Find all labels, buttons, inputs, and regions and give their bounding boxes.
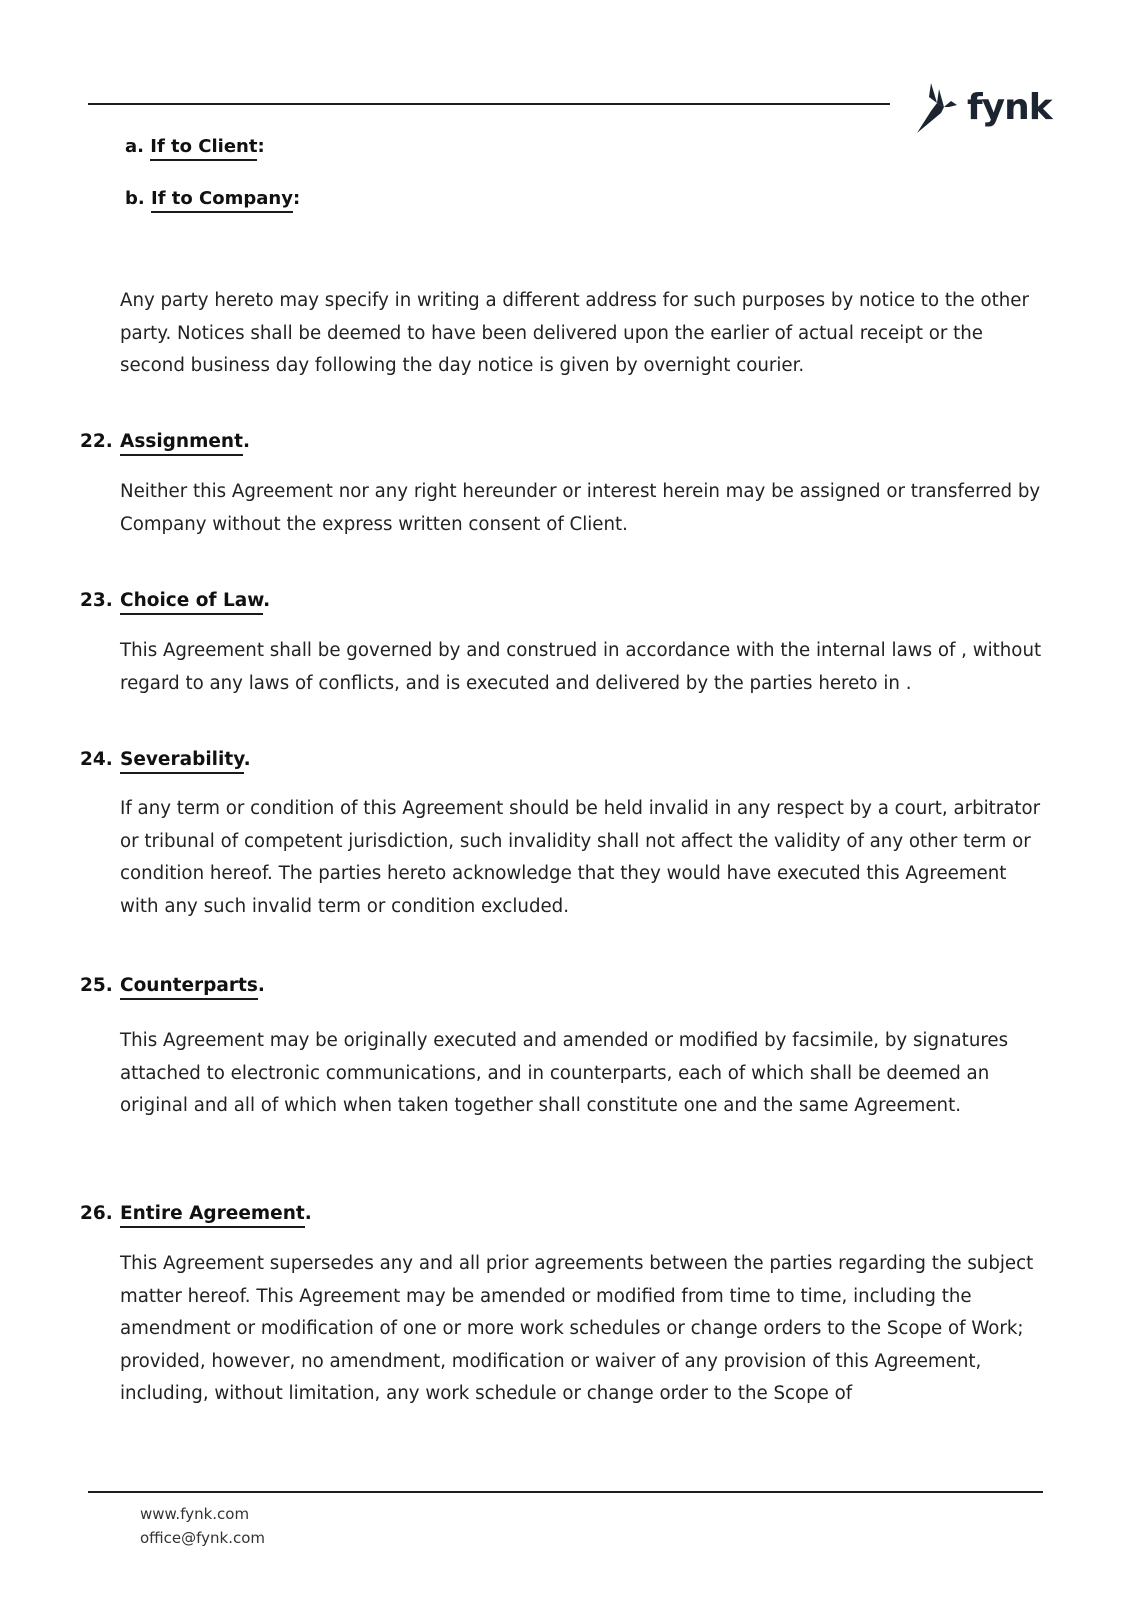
section-body-choice-of-law: This Agreement shall be governed by and construed in accordance with the internal laws of , without regard to any laws of conflicts, and is executed and delivered by the parties hereto in . [120, 640, 1042, 694]
section-heading-assignment: 22. Assignment. [80, 431, 250, 452]
notice-company-item: b. If to Company: [125, 188, 300, 209]
header-divider [88, 103, 890, 105]
section-heading-severability: 24. Severability. [80, 749, 251, 770]
section-body-severability: If any term or condition of this Agreement should be held invalid in any respect by a court, arbitrator or tribunal of competent jurisdiction, such invalidity shall not affect the validity of any other term or condition hereof. The parties hereto acknowledge that they would have executed this Agreement with any such invalid term or condition excluded. [120, 798, 1041, 917]
footer-email: office@fynk.com [140, 1529, 266, 1547]
section-heading-counterparts: 25. Counterparts. [80, 975, 265, 996]
section-body-assignment: Neither this Agreement nor any right hereunder or interest herein may be assigned or transferred by Company without the express written consent of Client. [120, 481, 1041, 535]
bird-logo-icon [917, 83, 959, 133]
footer-contact [140, 1502, 265, 1550]
footer-website: www.fynk.com [140, 1505, 250, 1523]
section-body-counterparts: This Agreement may be originally executed and amended or modified by facsimile, by signatures attached to electronic communications, and in counterparts, each of which shall be deemed an original and all of which when taken together shall constitute one and the same Agreement. [120, 1030, 1009, 1116]
section-heading-choice-of-law: 23. Choice of Law. [80, 590, 270, 611]
notice-client-item: a. If to Client: [125, 136, 265, 157]
notice-client-label: If to Client [150, 136, 257, 161]
notices-paragraph: Any party hereto may specify in writing a different address for such purposes by notice to the other party. Notices shall be deemed to have been delivered upon the earlier of actual receipt or the second business day following the day notice is given by overnight courier. [120, 290, 1029, 376]
notice-company-label: If to Company [151, 188, 293, 213]
section-heading-entire-agreement: 26. Entire Agreement. [80, 1203, 312, 1224]
footer-divider [88, 1491, 1043, 1493]
fynk-logo [917, 80, 1052, 136]
logo-wordmark: fynk [967, 87, 1052, 128]
section-body-entire-agreement: This Agreement supersedes any and all prior agreements between the parties regarding the subject matter hereof. This Agreement may be amended or modified from time to time, including the amendment or modification of one or more work schedules or change orders to the Scope of Work; provided, however, no amendment, modification or waiver of any provision of this Agreement, including, without limitation, any work schedule or change order to the Scope of [120, 1253, 1034, 1404]
